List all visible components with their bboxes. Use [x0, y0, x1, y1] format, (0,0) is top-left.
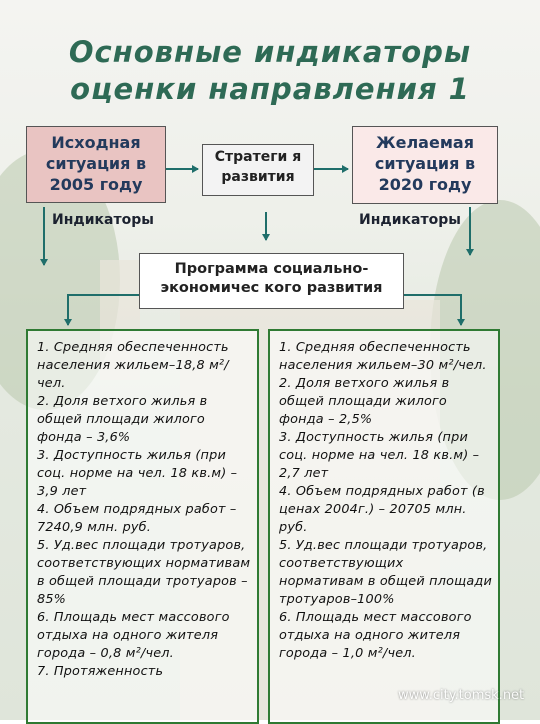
strategy-box: Стратеги я развития [202, 144, 314, 196]
indicators-2020-list [270, 331, 498, 663]
indicator-item: 2. Доля ветхого жилья в общей площади жилого фонда – 3,6% [37, 394, 208, 445]
indicator-item: 5. Уд.вес площади тротуаров, соответствующих нормативам в общей площади тротуаров–100% [279, 538, 492, 607]
indicator-item: 2. Доля ветхого жилья в общей площади жилого фонда – 2,5% [279, 376, 450, 427]
indicator-item: 1. Средняя обеспеченность населения жильем–18,8 м²/чел. [37, 340, 229, 391]
indicator-item: 6. Площадь мест массового отдыха на одного жителя города – 1,0 м²/чел. [279, 610, 472, 661]
indicator-item: 4. Объем подрядных работ – 7240,9 млн. руб. [37, 502, 237, 535]
indicator-item: 7. Протяженность [37, 664, 164, 679]
indicator-item: 1. Средняя обеспеченность населения жильем–30 м²/чел. [279, 340, 487, 373]
watermark: www.city.tomsk.net [398, 688, 525, 703]
indicator-item: 3. Доступность жилья (при соц. норме на чел. 18 кв.м) – 3,9 лет [37, 448, 238, 499]
indicator-item: 5. Уд.вес площади тротуаров, соответствующих нормативам в общей площади тротуаров – 85% [37, 538, 251, 607]
indicator-item: 3. Доступность жилья (при соц. норме на чел. 18 кв.м) – 2,7 лет [279, 430, 480, 481]
indicators-label-left: Индикаторы [52, 212, 154, 228]
indicator-item: 6. Площадь мест массового отдыха на одного жителя города – 0,8 м²/чел. [37, 610, 230, 661]
arrow-program-to-right [404, 295, 461, 325]
start-situation-box: Исходная ситуация в 2005 году [26, 126, 166, 203]
indicator-item: 4. Объем подрядных работ (в ценах 2004г.) – 20705 млн. руб. [279, 484, 485, 535]
program-box: Программа социально-экономичес кого развития [139, 253, 404, 309]
indicators-2005-panel [26, 329, 259, 724]
target-situation-box: Желаемая ситуация в 2020 году [352, 126, 498, 204]
indicators-2020-panel [268, 329, 500, 724]
arrow-program-to-left [68, 295, 139, 325]
page-title: Основные индикаторы оценки направления 1 [68, 35, 472, 106]
indicators-2005-list [28, 331, 257, 681]
indicators-label-right: Индикаторы [359, 212, 461, 228]
